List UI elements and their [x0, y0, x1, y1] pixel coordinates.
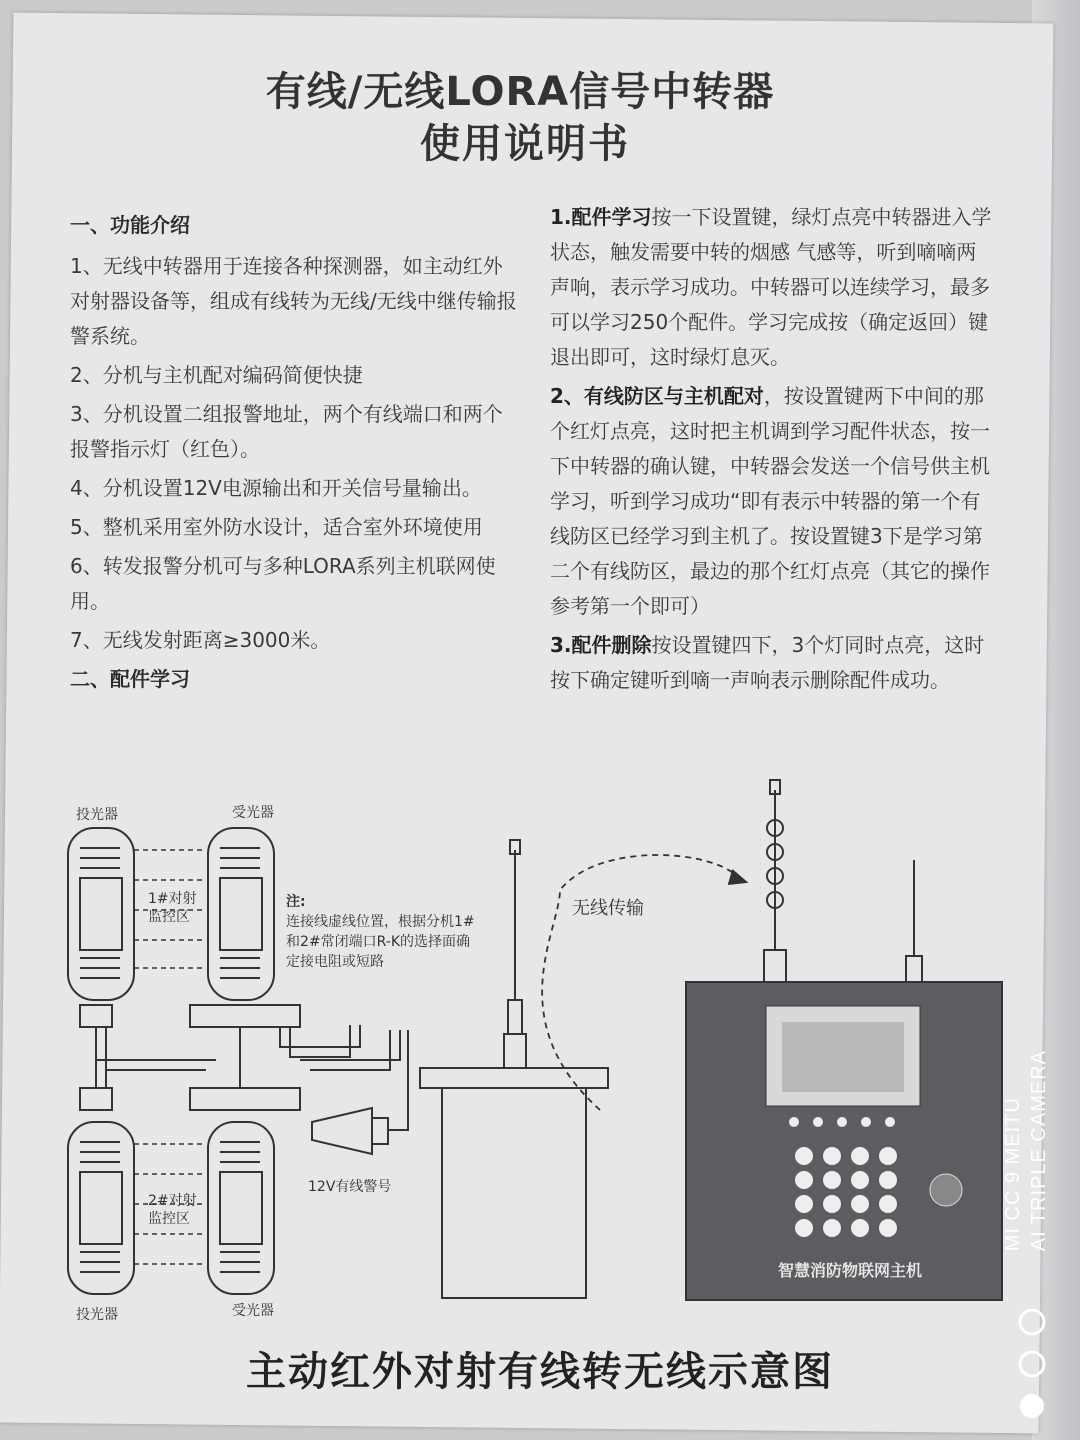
instruction-learning-text: 按一下设置键，绿灯点亮中转器进入学状态，触发需要中转的烟感 气感等，听到嘀嘀两声响，表示学习成功。中转器可以连续学习，最多可以学习250个配件。学习完成按（确定返回）键退出即可，这时绿灯息灭。	[550, 205, 992, 369]
label-wireless: 无线传输	[572, 898, 644, 919]
note-text: 连接线虚线位置，根据分机1#和2#常闭端口R-K的选择面确定接电阻或短路	[286, 914, 475, 970]
feature-item: 3、分机设置二组报警地址，两个有线端口和两个报警指示灯（红色）。	[70, 402, 503, 461]
diagram-caption: 主动红外对射有线转无线示意图	[246, 1349, 834, 1395]
instruction-delete	[550, 628, 995, 698]
instruction-learning-title: 1.配件学习	[550, 205, 652, 229]
feature-item: 5、整机采用室外防水设计，适合室外环境使用	[70, 515, 483, 539]
label-receiver-top: 受光器	[232, 805, 274, 821]
wiring-diagram	[40, 770, 1030, 1330]
instruction-learning	[550, 200, 995, 375]
manual-subtitle: 使用说明书	[420, 121, 630, 167]
watermark-line1: MI CC 9 MEITU	[1002, 1097, 1024, 1252]
label-zone-1: 1#对射 监控区	[148, 891, 197, 925]
section-heading-learning: 二、配件学习	[70, 667, 190, 691]
label-siren: 12V有线警号	[308, 1179, 392, 1195]
note-title: 注:	[286, 894, 306, 910]
watermark-dots-icon	[1010, 1300, 1054, 1440]
receiver-top-device	[190, 828, 300, 1027]
siren-device	[312, 1030, 408, 1154]
instruction-pairing	[550, 379, 995, 624]
feature-item: 4、分机设置12V电源输出和开关信号量输出。	[70, 476, 482, 500]
feature-item: 6、转发报警分机可与多种LORA系列主机联网使用。	[70, 554, 496, 613]
label-receiver-bottom: 受光器	[232, 1303, 274, 1319]
watermark-line2: AI TRIPLE CAMERA	[1028, 1050, 1050, 1252]
instruction-pairing-text: ，按设置键两下中间的那个红灯点亮，这时把主机调到学习配件状态，按一下中转器的确认键，中转器会发送一个信号供主机学习，听到学习成功“即有表示中转器的第一个有线防区已经学习到主机了。按设置键3下是学习第二个有线防区，最边的那个红灯点亮（其它的操作参考第一个即可）	[550, 384, 990, 618]
right-column	[550, 200, 995, 702]
camera-watermark	[1000, 1050, 1052, 1251]
instruction-delete-text: 按设置键四下，3个灯同时点亮，这时按下确定键听到嘀一声响表示删除配件成功。	[550, 633, 985, 692]
feature-item: 2、分机与主机配对编码简便快捷	[70, 363, 363, 387]
host-device	[686, 780, 1002, 1300]
instruction-delete-title: 3.配件删除	[550, 633, 652, 657]
emitter-bottom-device	[68, 1088, 134, 1294]
section-heading-features: 一、功能介绍	[70, 213, 190, 237]
label-emitter-bottom: 投光器	[76, 1307, 118, 1323]
emitter-top-device	[68, 828, 134, 1027]
label-zone-2: 2#对射 监控区	[148, 1193, 197, 1227]
diagram-note	[286, 892, 476, 972]
feature-item: 1、无线中转器用于连接各种探测器，如主动红外对射器设备等，组成有线转为无线/无线中继传输报警系统。	[70, 254, 517, 348]
instruction-pairing-title: 2、有线防区与主机配对	[550, 384, 764, 408]
label-emitter-top: 投光器	[76, 807, 118, 823]
manual-title: 有线/无线LORA信号中转器	[265, 69, 775, 115]
label-host: 智慧消防物联网主机	[777, 1261, 922, 1280]
receiver-bottom-device	[190, 1088, 300, 1294]
feature-item: 7、无线发射距离≥3000米。	[70, 628, 331, 652]
left-column	[70, 208, 520, 703]
